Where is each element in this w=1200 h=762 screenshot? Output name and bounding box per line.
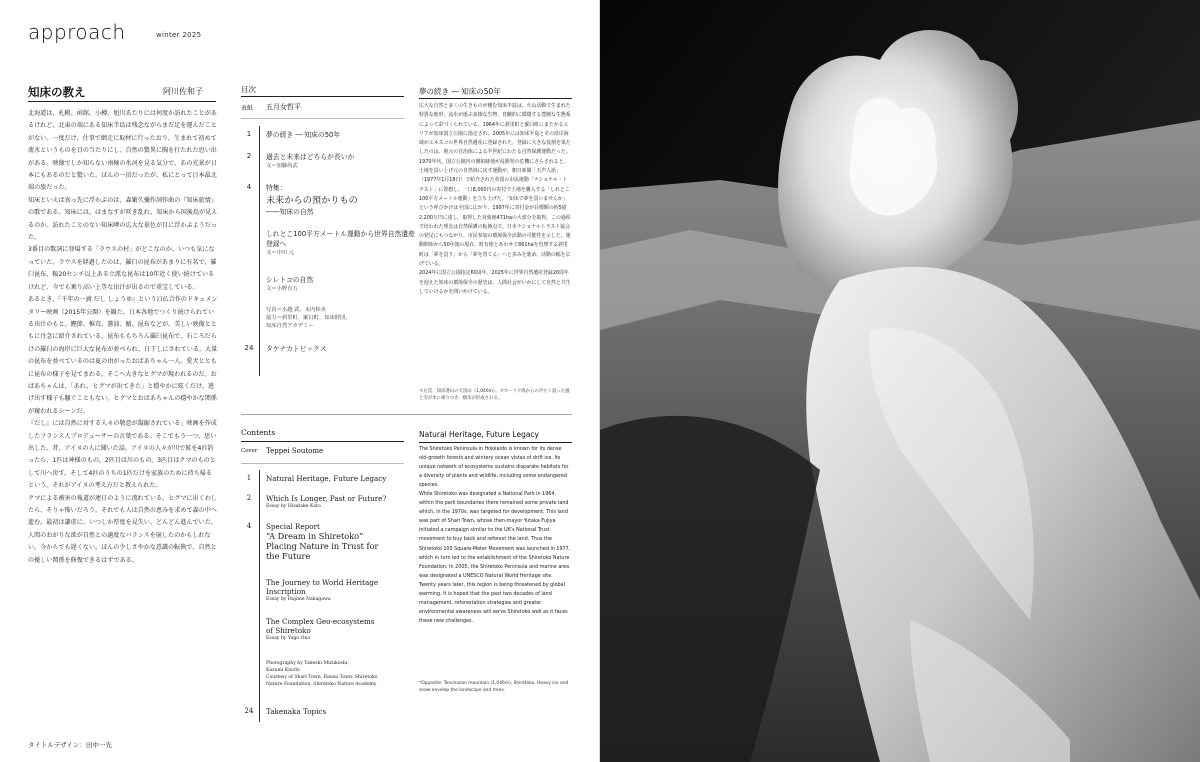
toc-jp-cover-label: 表紙	[241, 105, 254, 112]
toc-jp-item-text	[266, 152, 416, 170]
toc-en-item-text	[266, 617, 416, 642]
toc-jp-item-title: シレトコの自然	[266, 276, 314, 284]
toc-jp-item-title: 夢の続き ― 知床の50年	[266, 131, 341, 139]
toc-en-item-text	[266, 522, 416, 561]
toc-en-page-number: 1	[246, 474, 252, 482]
toc-en-item-author: Essay by Yugo Ono	[266, 636, 311, 642]
toc-en-item-title: Takenaka Topics	[266, 707, 327, 716]
toc-en-item-title: of Shiretoko	[266, 626, 311, 636]
photo-illustration	[600, 0, 1200, 762]
toc-jp-item-author: 文＝加藤尚武	[266, 163, 298, 169]
toc-en-item-author: Essay by Hajime Nakagawa	[266, 597, 331, 603]
feature-jp-paragraph: 広大な自然と多くの生きものが棲む知床半島は、火山活動で生まれた特異な地形、流氷が運ぶ多様な生物、育醸的に循環する豊饒な生態系によって彩づくられている。1964年に斜里町と羅臼町にまたがるエリアが知床国立公園に指定され、2005年には知床半島とその沿岸海域がユネスコの世界自然遺産に登録された。登録に大きな役割を果たしたのは、地元の自治体による半世紀にわたる自然保護運動だった。	[419, 103, 571, 156]
toc-jp-credit-text	[266, 306, 416, 330]
toc-jp-page-number: 2	[246, 152, 252, 160]
toc-en-cover-divider	[241, 463, 404, 464]
essay-author: 阿川佐和子	[163, 87, 203, 96]
toc-jp-item-title: 過去と未来はどちらが長いか	[266, 153, 355, 161]
toc-en-item-title: The Complex Geo-ecosystems	[266, 617, 375, 626]
issue-season: winter 2025	[156, 31, 202, 39]
feature-en-body	[419, 445, 572, 626]
toc-en-feature-subtitle: the Future	[266, 551, 311, 562]
feature-jp-caption: ＊右頁：知床連山の天頂山（1,046m）。オホーツク海からの冷たく湿った風と雪が木に凍りつき、樹氷が形成される。	[419, 389, 570, 402]
toc-en-vertical-rule	[259, 470, 260, 722]
toc-en-item-text	[266, 578, 416, 603]
toc-en-page-number: 4	[246, 522, 252, 530]
toc-en-item-author: Essay by Hisatake Kato	[266, 504, 321, 510]
toc-en-item-title: Which Is Longer, Past or Future?	[266, 494, 387, 503]
toc-en-page-number: 2	[246, 494, 252, 502]
toc-jp-vertical-rule	[259, 126, 260, 376]
toc-en-feature-subtitle: Placing Nature in Trust for	[266, 541, 379, 552]
feature-jp-paragraph: 2024年に国立公園指定60周年、2025年に世界自然遺産登録20周年を迎えた知床の環境保全の歴史は、人間社会がいかにして自然と共生していけるかを問いかけている。	[419, 270, 571, 295]
toc-jp-cooperation-credit: 知床自然アカデミー	[266, 323, 314, 329]
toc-en-page-number: 24	[244, 707, 254, 715]
essay-title: 知床の教え	[28, 85, 86, 99]
toc-en-item-title: Inscription	[266, 587, 306, 597]
toc-jp-cover-divider	[241, 118, 404, 119]
feature-en-paragraph: Twenty years later, this region is being threatened by global warming. It is hoped that the past two decades of land management, reforestation strategies and greater environmental awareness will serve Shiretoko well as it faces these new challenges.	[419, 581, 568, 624]
toc-en-item-title: Special Report	[266, 522, 320, 531]
toc-jp-page-number: 1	[246, 130, 252, 138]
toc-jp-cover-name: 五月女哲平	[266, 103, 301, 111]
toc-en-feature-title: “A Dream in Shiretoko”	[266, 531, 364, 542]
toc-jp-feature-title: 未来からの預かりもの	[266, 195, 358, 206]
feature-jp-body	[419, 102, 572, 297]
magazine-logo: approach	[28, 20, 126, 44]
toc-en-item-title: Natural Heritage, Future Legacy	[266, 474, 387, 483]
toc-jp-page-number: 4	[246, 183, 252, 191]
essay-body	[28, 108, 218, 567]
toc-en-heading: Contents	[241, 428, 276, 437]
toc-jp-cooperation-credit: 協力＝斜里町、羅臼町、知床財団、	[266, 315, 351, 321]
toc-en-item-text	[266, 494, 416, 510]
feature-en-paragraph: The Shiretoko Peninsula in Hokkaido is known for its dense old-growth forests and wintery ocean vistas of drift ice. Its unique network of ecosystems sustains disparate habitats for a diversity of plants and wildlife, including some endangered species.	[419, 446, 569, 489]
toc-jp-photo-credit: 写真＝水越 武、木内和美	[266, 307, 326, 313]
toc-jp-page-number: 24	[244, 344, 254, 352]
toc-jp-feature-subtitle: ――知床の自然	[266, 208, 314, 216]
toc-jp-divider	[241, 96, 404, 97]
toc-en-cover-name: Teppei Soutome	[266, 447, 324, 455]
essay-paragraph: クマによる被害の報道が連日のように流れている。ヒグマに出くわしたら、そりゃ怖いだろう。それでも人は自然の恵みを求めて森の中へ進む。最初は謙虚に、いつしか厚度を見失い、どんどん進んでいた。人間のおがりな欲が自然との適度なバランスを崩したのかもしれない。今からでも遅くない。ほんの少しさやかな意識の転換で、自然との優しい関係を修復できるはずである。	[28, 494, 217, 564]
feature-en-paragraph: While Shiretoko was designated a National Park in 1964, within the park boundaries there remained some private land which, in the 1970s, was targeted for development. This land was part of Shari Town, whose then-mayor Yutaka Fujiya initiated a campaign similar to the UK's National Trust movement to buy back and reforest the land. Thus the Shiretoko 100 Square-Meter Movement was launched in 1977, which in turn led to the establishment of the Shiretoko Nature Foundation. In 2005, the Shiretoko Peninsula and marine area was designated a UNESCO Natural World Heritage site.	[419, 491, 571, 579]
feature-en-divider	[419, 442, 572, 443]
essay-paragraph: 知床といえば真っ先に浮かぶのは、森繁久彌作詞作曲の『知床旅情』の歌である。知床には、ほまなすが咲き乱れ、知床から国後島が見えるのか。訪れたことのない知床岬の広大な景色が目に浮かぶようだった。	[28, 196, 218, 242]
toc-jp-item-title: タケナカトピックス	[266, 345, 327, 353]
toc-jp-item-title: しれとこ100平方メートル運動から世界自然遺産登録へ	[266, 230, 415, 248]
feature-en-caption: *Opposite: Tenchozan mountain (1,046m), Shiretoko. Heavy ice and snow envelop the landscape and trees.	[419, 681, 569, 694]
essay-paragraph: 『だし』には自然に対する人々の敬意が凝縮されている」映画を作成したフランス人プロデューサーの言葉である。そこでもう一つ、思い出した。昔、アイヌの人に聞いた話、アイヌの人々が川で鮭を4匹釣ったら、1匹は神様のもの、2匹目は川のもの、3匹目はクマのものとして川へ戻す。そして4匹のうちの1匹だけを家族のために持ち帰るという。それがアイヌの考え方だと教えられた。	[28, 420, 217, 490]
toc-jp-item-author: 文＝中川 元	[266, 250, 295, 256]
toc-en-divider	[241, 441, 404, 442]
feature-jp-title: 夢の続き ― 知床の50年	[419, 87, 501, 96]
toc-en-credit-text	[266, 660, 426, 688]
toc-en-courtesy-credit: Courtesy of Shari Town, Rausu Town, Shiretoko	[266, 675, 378, 680]
toc-en-cover-label: Cover	[241, 448, 258, 454]
cover-photo-snow-mountain	[600, 0, 1200, 762]
toc-jp-item-text	[266, 229, 416, 257]
toc-jp-item-text	[266, 183, 416, 217]
toc-en-item-title: The Journey to World Heritage	[266, 578, 379, 587]
toc-en-photo-credit: Photography by Takeshi Mizukoshi,	[266, 661, 349, 666]
feature-jp-paragraph: 1970年代、国立公園内の開拓跡地が乱開発の危機にさらされると、土地を買い上げ元の自然林に戻す運動が、朝日新聞「天声人語」（1977年1月18日）で紹介された英国の市民運動「ナショナル・トラスト」に着想し、一口8,000円の寄付で土地を購入する「しれとこ100平方メートル運動」を立ち上げた。「知床で夢を買いませんか」という呼びかけは全国に広がり、1997年に寄付金が目標額の約5億2,200万円に達し、取得した対象地471haの大部分を取得。この過程で培われた理念は自然保護の転換点で、日本ナショナルトラスト協会の発足にもつながり、市民参加の環境保全活動の可能性を示した。運動開始から50年後の現在、町有地とあわせて861haを管理する斜里町は「夢を買う」から「夢を育てる」へと歩みを進め、活動の幅を広げている。	[419, 158, 571, 268]
essay-paragraph: 北海道は、札幌、函館、小樽、旭川あたりには何度か訪れたことがあるけれど、北東の端にある知床半島は残念ながらまだ足を運んだことがない。一度だけ、仕事で網走に取材に行ったおり、生まれて初めて流氷というものを目の当たりにし、自然の驚異に胸を打たれた思い出がある。映像でしか知らない南極の氷河を見る気分で、あの光景が日本にもあるのだと驚いた。ほんの一泊だったが、私にとって日本最北端の旅だった。	[28, 110, 217, 192]
toc-jp-item-title: 特集：	[266, 184, 287, 192]
title-design-credit: タイトルデザイン：田中一光	[28, 741, 112, 749]
essay-paragraph: あるとき、『千年の一滴 だし しょうゆ』という日仏合作のドキュメンタリー映画（2015年公開）を観た。日本各地でつくり続けられている出汁のもと、鰹節、椎茸、醤油、鯖、昆布などが、美しい映像とともに丹念に紹介されている。昆布ももちろん羅臼昆布で、石ころだらけの羅臼の海岸に巨大な昆布が並べられ、日干しにされている。大量の昆布を並べているのは夏の由がったおばあちゃん一人。愛犬とともに昆布の様子を見てまわる。そこへ大きなヒグマが現われるのだ。おばあちゃんは、「あれ、ヒグマが出てきた」と穏やかに呟くだけ。逃げ出す様子も騒ぐこともない。ヒグマとおばあちゃんの穏やかな関係が窺われるシーンだ。	[28, 296, 218, 415]
essay-paragraph: 3番目の歌詞に登場する「ラウスの村」がどこなのか、いつも気になっていた。ラウスを経過したのは、羅臼の昆布があまりに有名で、羅臼昆布、幅20センチ以上ある立派な昆布は10年近く使い続けているけれど、今でも乗り高い上等な出汁が出るので重宝している。	[28, 246, 217, 291]
essay-divider	[28, 101, 216, 102]
section-divider	[241, 414, 572, 415]
toc-jp-heading: 目次	[241, 85, 256, 94]
toc-jp-item-author: 文＝小野有五	[266, 286, 298, 292]
toc-en-photo-credit: Kazumi Kiuchi	[266, 668, 300, 673]
feature-jp-divider	[419, 98, 572, 99]
toc-en-courtesy-credit: Nature Foundation, Shiretoko Nature Academy	[266, 682, 377, 687]
toc-jp-item-text	[266, 275, 416, 293]
feature-en-title: Natural Heritage, Future Legacy	[419, 430, 539, 439]
